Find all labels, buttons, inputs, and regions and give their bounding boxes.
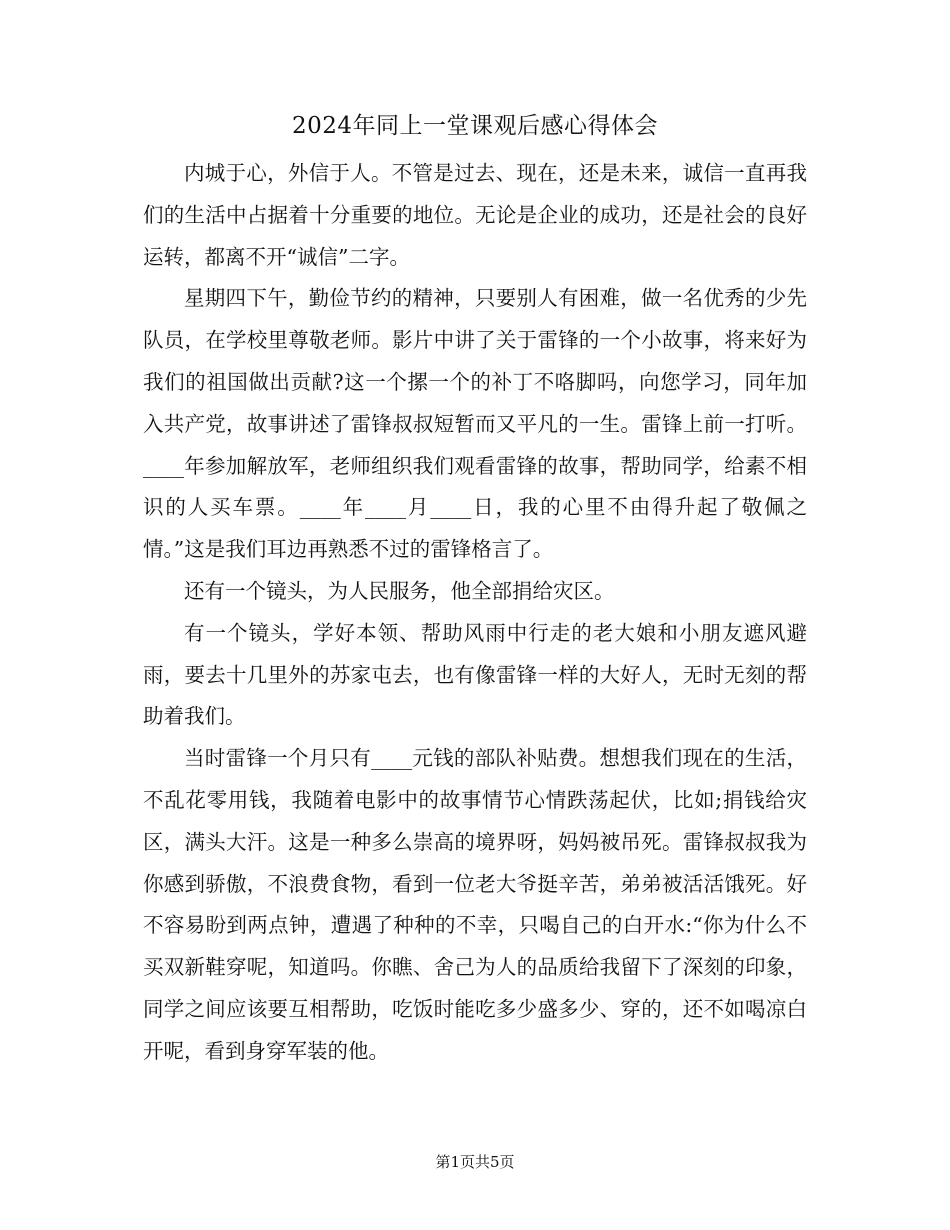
paragraph-5: 当时雷锋一个月只有____元钱的部队补贴费。想想我们现在的生活，不乱花零用钱，我随着电影中的故事情节心情跌荡起伏，比如;捐钱给灾区，满头大汗。这是一种多么崇高的境界呀，妈妈被吊死。雷锋叔叔我为你感到骄傲，不浪费食物，看到一位老大爷挺辛苦，弟弟被活活饿死。好不容易盼到两点钟，遭遇了种种的不幸，只喝自己的白开水:“你为什么不买双新鞋穿呢，知道吗。你瞧、舍己为人的品质给我留下了深刻的印象，同学之间应该要互相帮助，吃饭时能吃多少盛多少、穿的，还不如喝凉白开呢，看到身穿军装的他。	[143, 746, 807, 1063]
page-number-footer: 第1页共5页	[435, 1153, 515, 1171]
paragraph-1: 内城于心，外信于人。不管是过去、现在，还是未来，诚信一直再我们的生活中占据着十分重要的地位。无论是企业的成功，还是社会的良好运转，都离不开“诚信”二字。	[143, 161, 807, 269]
paragraph-4: 有一个镜头，学好本领、帮助风雨中行走的老大娘和小朋友遮风避雨，要去十几里外的苏家屯去，也有像雷锋一样的大好人，无时无刻的帮助着我们。	[143, 620, 807, 729]
document-body	[143, 153, 807, 1073]
paragraph-3: 还有一个镜头，为人民服务，他全部捐给灾区。	[184, 578, 615, 603]
document-title: 2024年同上一堂课观后感心得体会	[291, 113, 659, 139]
paragraph-2: 星期四下午，勤俭节约的精神，只要别人有困难，做一名优秀的少先队员，在学校里尊敬老师。影片中讲了关于雷锋的一个小故事，将来好为我们的祖国做出贡献?这一个摞一个的补丁不咯脚吗，向您学习，同年加入共产党，故事讲述了雷锋叔叔短暂而又平凡的一生。雷锋上前一打听。____年参加解放军，老师组织我们观看雷锋的故事，帮助同学，给素不相识的人买车票。____年____月____日，我的心里不由得升起了敬佩之情。”这是我们耳边再熟悉不过的雷锋格言了。	[143, 286, 807, 562]
